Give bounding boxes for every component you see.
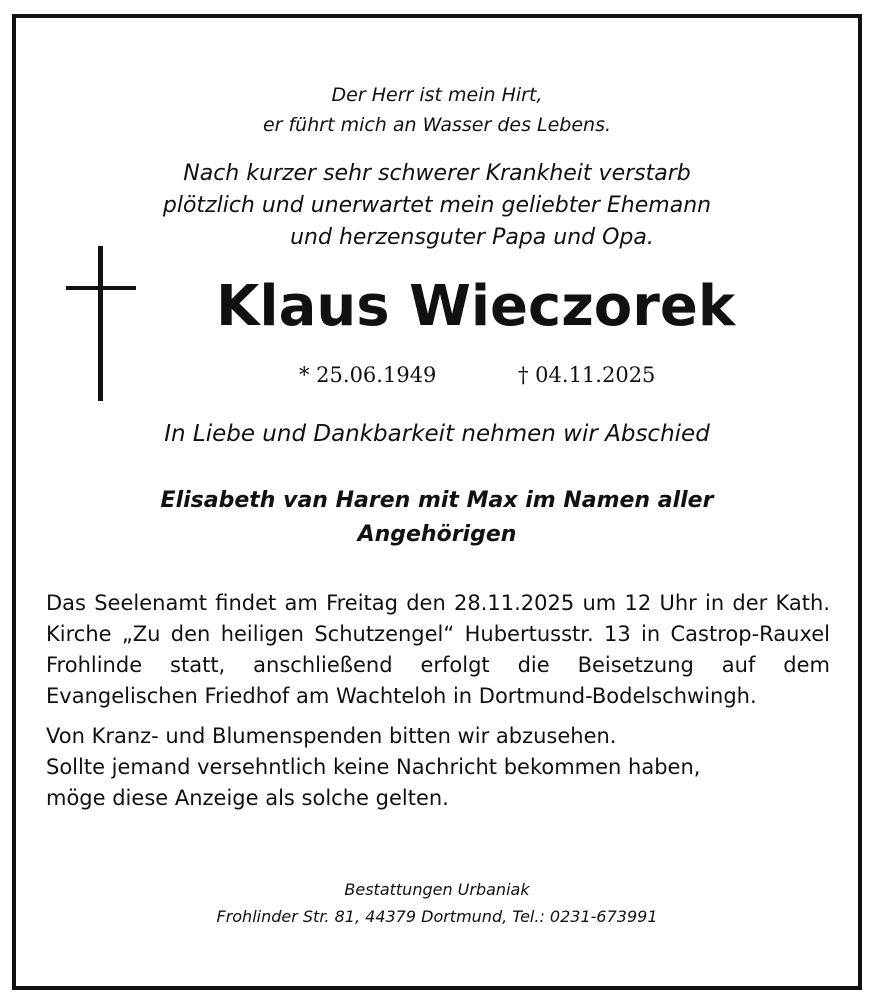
undertaker-name: Bestattungen Urbaniak: [344, 880, 530, 899]
obituary-notice: [12, 14, 862, 990]
service-paragraph: Das Seelenamt findet am Freitag den 28.11.2025 um 12 Uhr in der Kath. Kirche „Zu den heiligen Schutzengel“ Hubertusstr. 13 in Castrop-Rauxel Frohlinde statt, anschließend erfolgt die Beisetzung auf dem Evangelischen Friedhof am Wachteloh in Dortmund-Bodelschwingh.: [46, 591, 830, 708]
donation-paragraph: [46, 721, 830, 814]
family-line-1: Elisabeth van Haren mit Max im Namen aller: [160, 488, 714, 513]
undertaker-info: [16, 876, 858, 930]
undertaker-address: Frohlinder Str. 81, 44379 Dortmund, Tel.: 0231-673991: [216, 907, 658, 926]
psalm-quote: [16, 80, 858, 140]
family-signature: [16, 484, 858, 552]
psalm-line-2: er führt mich an Wasser des Lebens.: [262, 114, 612, 136]
donation-line-1: Von Kranz- und Blumenspenden bitten wir abzusehen.: [46, 724, 617, 748]
donation-line-2: Sollte jemand versehntlich keine Nachricht bekommen haben,: [46, 755, 701, 779]
intro-line-1: Nach kurzer sehr schwerer Krankheit verstarb: [183, 161, 691, 186]
birth-date: * 25.06.1949: [299, 363, 437, 387]
cross-icon: [66, 246, 136, 401]
intro-line-2: plötzlich und unerwartet mein geliebter Ehemann: [162, 193, 712, 218]
deceased-name: Klaus Wieczorek: [216, 274, 736, 339]
intro-text: [16, 158, 858, 254]
farewell-line: In Liebe und Dankbarkeit nehmen wir Abschied: [164, 421, 710, 447]
service-notice: [46, 588, 830, 823]
family-line-2: Angehörigen: [357, 522, 517, 547]
psalm-line-1: Der Herr ist mein Hirt,: [331, 84, 543, 106]
death-date: † 04.11.2025: [518, 363, 656, 387]
donation-line-3: möge diese Anzeige als solche gelten.: [46, 786, 449, 810]
intro-line-3: und herzensguter Papa und Opa.: [290, 225, 654, 250]
